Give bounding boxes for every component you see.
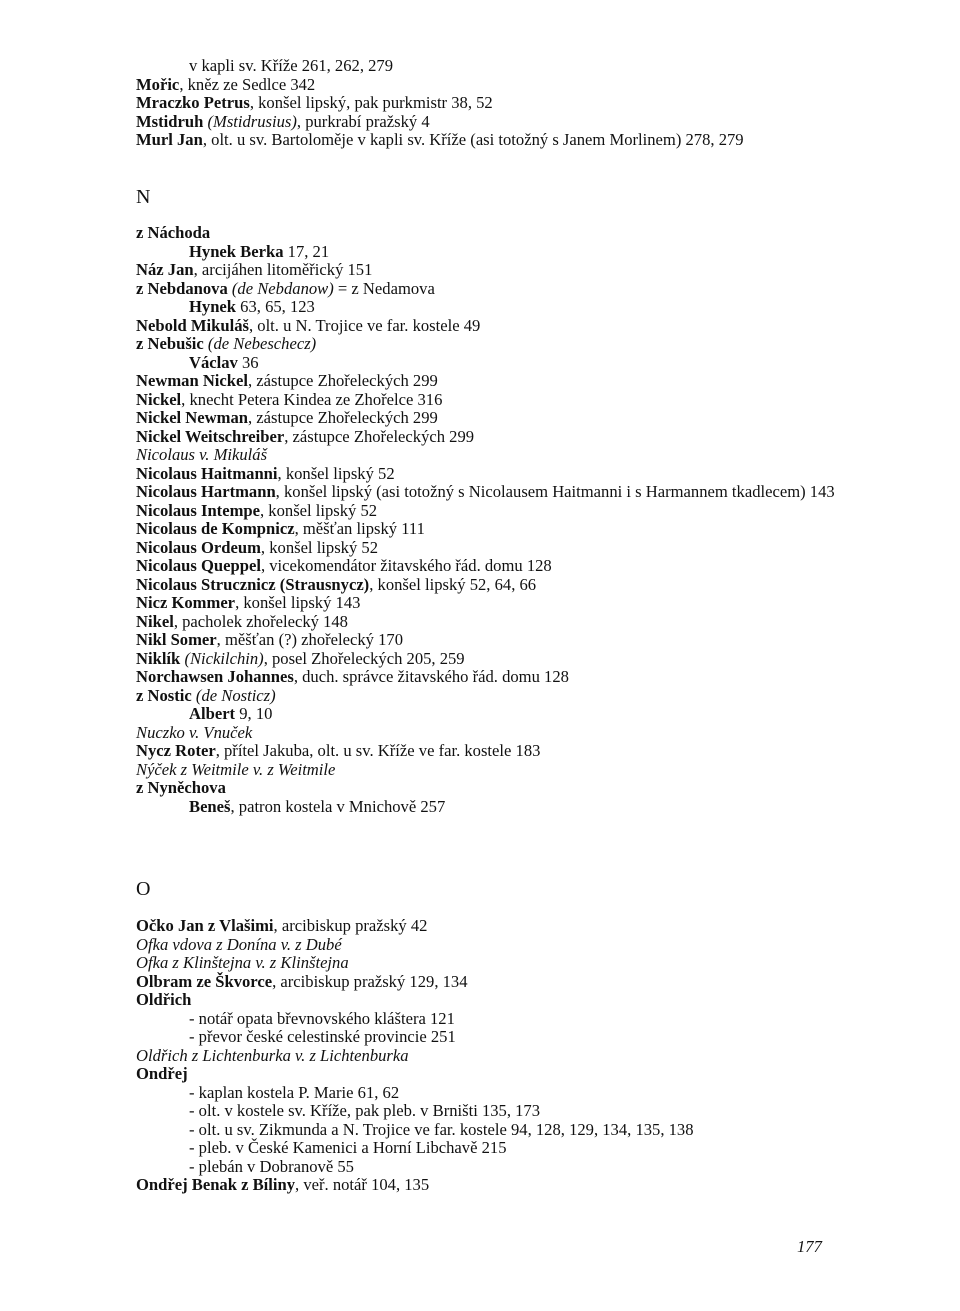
entry-text: - olt. v kostele sv. Kříže, pak pleb. v Brništi 135, 173 <box>189 1101 541 1120</box>
index-entry <box>136 613 836 632</box>
index-entry <box>136 94 836 113</box>
index-entry <box>136 1084 836 1103</box>
entry-headword: Nickel Weitschreiber <box>136 426 285 446</box>
index-entry <box>136 917 836 936</box>
entry-text: , konšel lipský 52, 64, 66 <box>369 574 537 594</box>
entry-italic-text: Ofka z Klinštejna v. z Klinštejna <box>136 953 349 972</box>
entry-headword: Niklík <box>136 648 181 668</box>
index-entry <box>136 1121 836 1140</box>
index-entry <box>136 280 836 299</box>
entry-text: , purkrabí pražský 4 <box>296 111 430 131</box>
entry-text: , přítel Jakuba, olt. u sv. Kříže ve far. kostele 183 <box>215 741 541 760</box>
entry-text: = z Nedamova <box>333 278 435 298</box>
entry-italic-text: Oldřich z Lichtenburka v. z Lichtenburka <box>136 1045 409 1065</box>
index-entry <box>136 687 836 706</box>
entry-text: , zástupce Zhořeleckých 299 <box>284 426 475 446</box>
entry-headword: z Nyněchova <box>136 778 226 797</box>
index-entry <box>136 724 836 743</box>
entry-text: , veř. notář 104, 135 <box>295 1175 430 1194</box>
entry-italic-text: (de Nebdanow) <box>231 278 334 298</box>
entry-headword: Nicolaus Intempe <box>136 500 260 520</box>
entry-headword: Nickel <box>136 389 182 409</box>
entry-text: , arcibiskup pražský 129, 134 <box>272 971 468 991</box>
entry-text: , kněz ze Sedlce 342 <box>179 74 316 94</box>
entry-italic-text: (Nickilchin) <box>184 648 264 668</box>
entry-text: 36 <box>237 352 259 372</box>
entry-text: , duch. správce žitavského řád. domu 128 <box>293 667 569 686</box>
index-entry <box>136 1139 836 1158</box>
entry-text: , zástupce Zhořeleckých 299 <box>248 371 438 390</box>
entry-headword: Nicolaus Strucznicz (Strausnycz) <box>136 574 370 594</box>
index-entry <box>136 594 836 613</box>
index-entry <box>136 317 836 336</box>
entry-text: , konšel lipský, pak purkmistr 38, 52 <box>249 93 493 112</box>
entry-headword: Nickel Newman <box>136 408 248 427</box>
entry-headword: Murl Jan <box>136 130 203 149</box>
entry-headword: z Nebušic <box>136 334 204 353</box>
entry-text: , knecht Petera Kindea ze Zhořelce 316 <box>181 389 443 409</box>
entry-italic-text: (Mstidrusius) <box>207 111 297 131</box>
entry-text: - kaplan kostela P. Marie 61, 62 <box>189 1082 400 1102</box>
index-entry <box>136 113 836 132</box>
entry-text: , olt. u sv. Bartoloměje v kapli sv. Kříže (asi totožný s Janem Morlinem) 278, 279 <box>202 130 744 149</box>
index-entry <box>136 539 836 558</box>
index-entry <box>136 1010 836 1029</box>
entry-headword: Mstidruh <box>136 111 204 131</box>
entry-text: , pacholek zhořelecký 148 <box>173 611 348 631</box>
index-entry <box>136 576 836 595</box>
entry-text: - pleb. v České Kamenici a Horní Libchavě 215 <box>189 1138 507 1157</box>
index-entry <box>136 391 836 410</box>
entry-text: , zástupce Zhořeleckých 299 <box>248 408 438 427</box>
index-entry <box>136 502 836 521</box>
index-entry <box>136 798 836 817</box>
index-entry <box>136 428 836 447</box>
index-entry <box>136 631 836 650</box>
index-entry <box>136 1047 836 1066</box>
entry-headword: Nebold Mikuláš <box>136 315 249 335</box>
index-entry <box>136 483 836 502</box>
entry-headword: z Náchoda <box>136 223 211 242</box>
entry-text: , konšel lipský 143 <box>235 593 361 612</box>
entry-italic-text: (de Nosticz) <box>195 685 276 705</box>
entry-headword: Olbram ze Škvorce <box>136 971 273 991</box>
index-entry <box>136 57 836 76</box>
entry-text: , konšel lipský (asi totožný s Nicolausem Haitmanni i s Harmannem tkadlecem) 143 <box>275 482 835 501</box>
entry-text: , měšťan lipský 111 <box>294 519 425 538</box>
entry-italic-text: (de Nebeschecz) <box>207 334 317 353</box>
entry-headword: z Nebdanova <box>136 278 228 298</box>
entry-headword: z Nostic <box>136 685 192 705</box>
index-entry <box>136 779 836 798</box>
index-entry <box>136 936 836 955</box>
entry-headword: Náz Jan <box>136 260 194 279</box>
index-entry <box>136 446 836 465</box>
entry-text: - olt. u sv. Zikmunda a N. Trojice ve far. kostele 94, 128, 129, 134, 135, 138 <box>189 1119 694 1139</box>
entry-headword: Václav <box>189 352 238 372</box>
index-entry <box>136 261 836 280</box>
entry-italic-text: Ofka vdova z Donína v. z Dubé <box>136 934 342 954</box>
index-block-n <box>136 224 836 816</box>
index-block-o <box>136 917 836 1195</box>
index-entry <box>136 131 836 150</box>
entry-headword: Newman Nickel <box>136 371 248 390</box>
entry-text: , vicekomendátor žitavského řád. domu 128 <box>260 556 552 575</box>
entry-headword: Nicolaus Haitmanni <box>136 463 278 483</box>
index-entry <box>136 243 836 262</box>
index-block-m <box>136 57 836 150</box>
page-number: 177 <box>797 1237 822 1256</box>
entry-headword: Ondřej Benak z Bíliny <box>136 1175 296 1194</box>
entry-text: , patron kostela v Mnichově 257 <box>230 796 446 816</box>
entry-text: v kapli sv. Kříže 261, 262, 279 <box>189 56 394 75</box>
entry-headword: Nikl Somer <box>136 630 217 649</box>
entry-headword: Albert <box>189 704 236 723</box>
entry-text: , olt. u N. Trojice ve far. kostele 49 <box>248 315 481 335</box>
index-entry <box>136 354 836 373</box>
section-letter-o: O <box>136 878 151 900</box>
entry-text: , měšťan (?) zhořelecký 170 <box>216 630 403 649</box>
entry-text: , arcijáhen litoměřický 151 <box>193 260 373 279</box>
entry-text: , konšel lipský 52 <box>260 537 379 557</box>
entry-headword: Očko Jan z Vlašimi <box>136 916 274 935</box>
entry-headword: Hynek <box>189 297 237 316</box>
index-entry <box>136 1158 836 1177</box>
index-entry <box>136 298 836 317</box>
entry-text: - notář opata břevnovského kláštera 121 <box>189 1008 455 1028</box>
entry-headword: Mraczko Petrus <box>136 93 250 112</box>
entry-headword: Nicolaus Queppel <box>136 556 261 575</box>
entry-text: , konšel lipský 52 <box>277 463 395 483</box>
index-entry <box>136 991 836 1010</box>
index-entry <box>136 705 836 724</box>
entry-headword: Nicz Kommer <box>136 593 236 612</box>
index-entry <box>136 372 836 391</box>
entry-italic-text: Nicolaus v. Mikuláš <box>136 445 268 464</box>
index-entry <box>136 973 836 992</box>
index-entry <box>136 761 836 780</box>
index-entry <box>136 409 836 428</box>
entry-headword: Beneš <box>189 796 231 816</box>
entry-text: , posel Zhořeleckých 205, 259 <box>263 648 465 668</box>
section-letter-n: N <box>136 186 151 208</box>
index-entry <box>136 224 836 243</box>
entry-headword: Nikel <box>136 611 174 631</box>
index-entry <box>136 954 836 973</box>
entry-text: , arcibiskup pražský 42 <box>273 916 428 935</box>
index-entry <box>136 1102 836 1121</box>
entry-headword: Oldřich <box>136 990 192 1009</box>
index-entry <box>136 1028 836 1047</box>
index-entry <box>136 557 836 576</box>
index-entry <box>136 1065 836 1084</box>
entry-italic-text: Nuczko v. Vnuček <box>136 722 253 742</box>
index-entry <box>136 76 836 95</box>
index-entry <box>136 1176 836 1195</box>
index-entry <box>136 650 836 669</box>
entry-text: , konšel lipský 52 <box>260 500 378 520</box>
entry-text: - převor české celestinské provincie 251 <box>189 1027 456 1046</box>
entry-text: 17, 21 <box>283 241 330 261</box>
entry-headword: Ondřej <box>136 1064 188 1083</box>
index-entry <box>136 742 836 761</box>
index-entry <box>136 335 836 354</box>
entry-headword: Nycz Roter <box>136 741 216 760</box>
entry-headword: Hynek Berka <box>189 241 284 261</box>
entry-text: 63, 65, 123 <box>236 297 315 316</box>
entry-headword: Mořic <box>136 74 180 94</box>
entry-headword: Nicolaus de Kompnicz <box>136 519 295 538</box>
entry-text: 9, 10 <box>235 704 273 723</box>
entry-headword: Nicolaus Ordeum <box>136 537 261 557</box>
index-entry <box>136 465 836 484</box>
entry-text: - plebán v Dobranově 55 <box>189 1156 354 1176</box>
entry-headword: Nicolaus Hartmann <box>136 482 276 501</box>
entry-italic-text: Nýček z Weitmile v. z Weitmile <box>136 759 336 779</box>
entry-headword: Norchawsen Johannes <box>136 667 294 686</box>
index-entry <box>136 668 836 687</box>
index-entry <box>136 520 836 539</box>
